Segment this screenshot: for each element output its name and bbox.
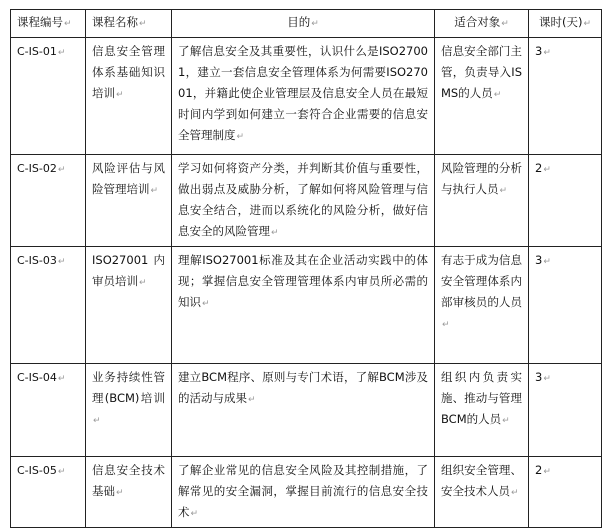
course-name-text: 信息安全技术基础 (92, 463, 165, 498)
course-name-text: 风险评估与风险管理培训 (92, 161, 165, 196)
header-goal-label: 目的 (287, 15, 311, 29)
paragraph-mark-icon: ↵ (499, 186, 508, 196)
audience-text: 组织安全管理、安全技术人员 (441, 463, 522, 498)
table-row (11, 247, 602, 364)
header-course-code-label: 课程编号 (17, 15, 63, 29)
paragraph-mark-icon: ↵ (543, 165, 551, 175)
audience-text: 信息安全部门主管，负责导入ISMS的人员 (441, 44, 522, 100)
paragraph-mark-icon: ↵ (543, 374, 551, 384)
cell-course-code (11, 457, 86, 528)
header-course-code (11, 10, 86, 38)
course-table (10, 9, 602, 528)
table-row (11, 38, 602, 155)
paragraph-mark-icon: ↵ (442, 320, 450, 330)
days-text: 3 (535, 44, 543, 58)
paragraph-mark-icon: ↵ (511, 488, 519, 498)
goal-text: 学习如何将资产分类，并判断其价值与重要性，做出弱点及威胁分析，了解如何将风险管理与信息安全结合，进而以系统化的风险分析，做好信息安全的风险管理 (178, 161, 428, 238)
cell-goal (172, 38, 435, 155)
cell-course-name (86, 364, 172, 457)
header-course-name (86, 10, 172, 38)
paragraph-mark-icon: ↵ (190, 509, 199, 519)
header-audience-label: 适合对象 (454, 15, 501, 29)
goal-text: 了解信息安全及其重要性，认识什么是ISO27001，建立一套信息安全管理体系为何需要ISO27001，并籍此使企业管理层及信息安全人员在最短时间内学到如何建立一套符合企业需要的信息安全管理制度 (178, 44, 428, 142)
paragraph-mark-icon: ↵ (493, 90, 502, 100)
paragraph-mark-icon: ↵ (150, 186, 159, 196)
paragraph-mark-icon: ↵ (93, 416, 101, 426)
cell-goal (172, 457, 435, 528)
days-text: 2 (535, 161, 543, 175)
header-goal (172, 10, 435, 38)
paragraph-mark-icon: ↵ (543, 467, 551, 477)
paragraph-mark-icon: ↵ (502, 416, 510, 426)
course-code-text: C-IS-01 (17, 45, 57, 58)
table-row (11, 155, 602, 247)
cell-course-code (11, 38, 86, 155)
paragraph-mark-icon: ↵ (543, 48, 551, 58)
course-name-text: 信息安全管理体系基础知识培训 (92, 44, 165, 100)
cell-course-code (11, 155, 86, 247)
paragraph-mark-icon: ↵ (248, 395, 256, 405)
cell-course-name (86, 38, 172, 155)
paragraph-mark-icon: ↵ (236, 132, 245, 142)
cell-goal (172, 247, 435, 364)
paragraph-mark-icon: ↵ (57, 48, 66, 58)
cell-days (529, 457, 602, 528)
header-row (11, 10, 602, 38)
header-days-label: 课时(天) (538, 15, 583, 29)
paragraph-mark-icon: ↵ (57, 467, 66, 477)
paragraph-mark-icon: ↵ (202, 299, 210, 309)
table-body (11, 38, 602, 528)
paragraph-mark-icon: ↵ (116, 90, 124, 100)
course-code-text: C-IS-05 (17, 464, 57, 477)
cell-days (529, 155, 602, 247)
table-row (11, 364, 602, 457)
cell-audience (435, 155, 529, 247)
cell-course-code (11, 247, 86, 364)
header-days (529, 10, 602, 38)
goal-text: 了解企业常见的信息安全风险及其控制措施，了解常见的安全漏洞，掌握目前流行的信息安全技术 (178, 463, 428, 519)
course-name-text: 业务持续性管理(BCM)培训 (92, 370, 165, 405)
paragraph-mark-icon: ↵ (116, 488, 124, 498)
course-code-text: C-IS-04 (17, 371, 57, 384)
cell-days (529, 247, 602, 364)
cell-course-name (86, 457, 172, 528)
paragraph-mark-icon: ↵ (501, 19, 509, 29)
course-code-text: C-IS-02 (17, 162, 57, 175)
cell-goal (172, 155, 435, 247)
cell-course-name (86, 155, 172, 247)
cell-audience (435, 364, 529, 457)
header-audience (435, 10, 529, 38)
audience-text: 组织内负责实施、推动与管理BCM的人员 (441, 370, 522, 426)
cell-course-code (11, 364, 86, 457)
cell-days (529, 364, 602, 457)
audience-text: 风险管理的分析与执行人员 (441, 161, 522, 196)
paragraph-mark-icon: ↵ (57, 374, 66, 384)
course-code-text: C-IS-03 (17, 254, 57, 267)
paragraph-mark-icon: ↵ (271, 228, 279, 238)
days-text: 3 (535, 253, 543, 267)
header-course-name-label: 课程名称 (92, 15, 138, 29)
days-text: 3 (535, 370, 543, 384)
goal-text: 建立BCM程序、原则与专门术语，了解BCM涉及的活动与成果 (178, 370, 428, 405)
paragraph-mark-icon: ↵ (543, 257, 551, 267)
cell-course-name (86, 247, 172, 364)
cell-days (529, 38, 602, 155)
paragraph-mark-icon: ↵ (311, 19, 319, 29)
audience-text: 有志于成为信息安全管理体系内部审核员的人员 (441, 253, 522, 309)
goal-text: 理解ISO27001标准及其在企业活动实践中的体现；掌握信息安全管理管理体系内审员所必需的知识 (178, 253, 428, 309)
days-text: 2 (535, 463, 543, 477)
paragraph-mark-icon: ↵ (139, 278, 147, 288)
table-row (11, 457, 602, 528)
paragraph-mark-icon: ↵ (139, 19, 147, 29)
cell-goal (172, 364, 435, 457)
cell-audience (435, 247, 529, 364)
table-header (11, 10, 602, 38)
paragraph-mark-icon: ↵ (583, 19, 592, 29)
cell-audience (435, 38, 529, 155)
paragraph-mark-icon: ↵ (57, 257, 66, 267)
paragraph-mark-icon: ↵ (64, 19, 72, 29)
course-name-text: ISO27001内审员培训 (92, 253, 165, 288)
paragraph-mark-icon: ↵ (57, 165, 66, 175)
cell-audience (435, 457, 529, 528)
